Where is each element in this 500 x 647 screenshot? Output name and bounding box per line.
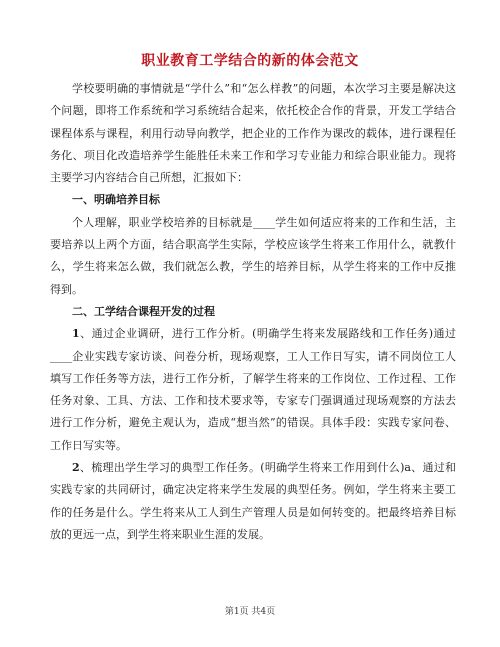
item-2-number: 2 — [72, 461, 80, 475]
document-body — [50, 78, 456, 546]
item-2-text: 、梳理出学生学习的典型工作任务。(明确学生将来工作用到什么)a、通过和实践专家的共同研讨，确定决定将来学生发展的典型任务。例如，学生将来主要工作的任务是什么。学生将来从工人到生产管理人员是如何转变的。把最终培养目标放的更远一点，到学生将来职业生涯的发展。 — [50, 461, 456, 541]
section-heading-2: 二、工学结合课程开发的过程 — [72, 304, 215, 318]
page-footer: 第1页 共4页 — [224, 607, 276, 617]
item-2-paragraph — [50, 457, 456, 546]
document-title: 职业教育工学结合的新的体会范文 — [141, 53, 359, 69]
item-1-text: 、通过企业调研，进行工作分析。(明确学生将来发展路线和工作任务)通过____企业实践专家访谈、问卷分析，现场观察，工人工作日写实，请不同岗位工人填写工作任务等方法，进行工作分析，了解学生将来的工作岗位、工作过程、工作任务对象、工具、方法、工作和技术要求等，专家专门强调通过现场观察的方法去进行工作分析，避免主观认为，造成“想当然”的错误。具体手段：实践专家问卷、工作日写实等。 — [50, 327, 456, 452]
section-1-paragraph: 个人理解，职业学校培养的目标就是____学生如何适应将来的工作和生活，主要培养以上两个方面，结合职高学生实际，学校应该学生将来工作用什么，就教什么，学生将来怎么做，我们就怎么教，学生的培养目标，从学生将来的工作中反推得到。 — [50, 215, 456, 296]
item-1-paragraph — [50, 323, 456, 457]
section-heading-1: 一、明确培养目标 — [72, 193, 160, 207]
item-1-number: 1 — [72, 327, 80, 341]
intro-paragraph: 学校要明确的事情就是“学什么”和“怎么样教”的问题，本次学习主要是解决这个问题，即将工作系统和学习系统结合起来，依托校企合作的背景，开发工学结合课程体系与课程，利用行动导向教学，把企业的工作作为课改的载体，进行课程任务化、项目化改造培养学生能胜任未来工作和学习专业能力和综合职业能力。现将主要学习内容结合自己所想，汇报如下： — [50, 82, 456, 185]
